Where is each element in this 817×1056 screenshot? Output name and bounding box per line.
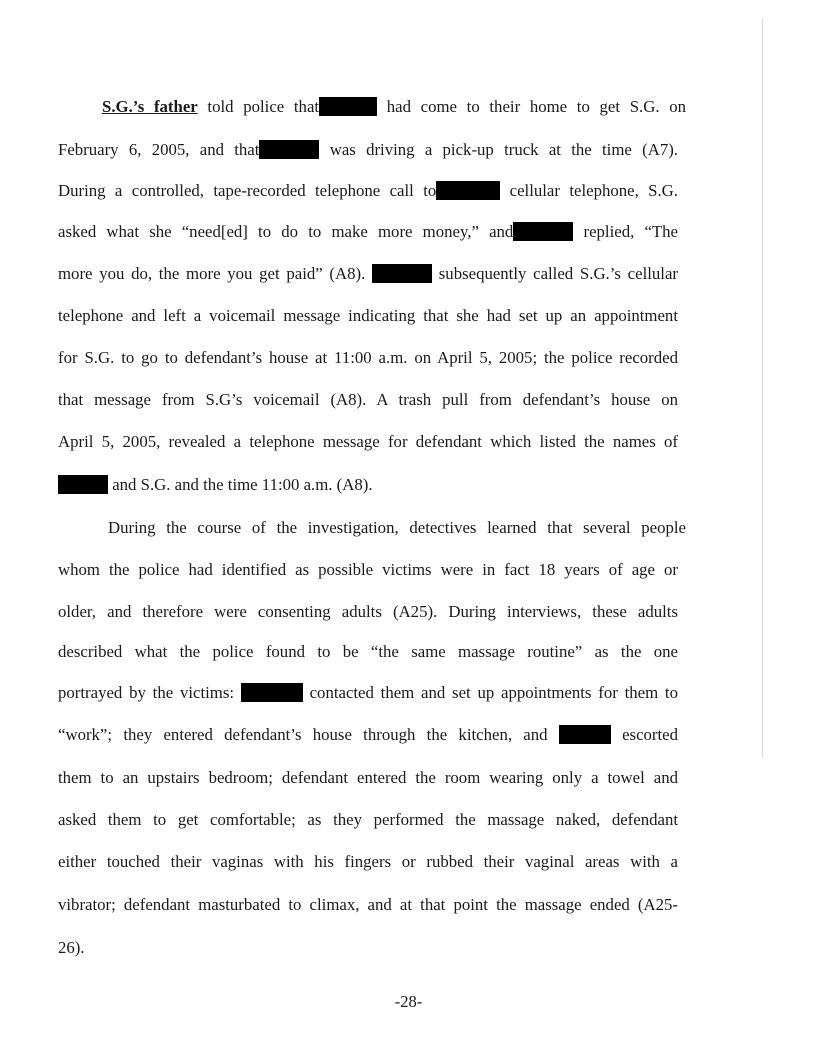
redaction-bar [559,725,611,744]
para2-line6: “work”; they entered defendant’s house through the kitchen, and escorted [58,725,678,744]
para1-line3: During a controlled, tape-recorded telephone call to cellular telephone, S.G. [58,181,678,200]
page-number: -28- [394,992,423,1011]
redaction-bar [372,264,432,283]
para2-line11: 26). [58,938,85,957]
para1-line7: for S.G. to go to defendant’s house at 11:00 a.m. on April 5, 2005; the police recorded [58,348,678,367]
para1-line1: S.G.’s father told police that had come to their home to get S.G. on [102,97,687,116]
redaction-bar [241,683,303,702]
para2-line5: portrayed by the victims: contacted them and set up appointments for them to [58,683,678,702]
scan-edge-line [762,18,763,758]
para1-line5: more you do, the more you get paid” (A8). subsequently called S.G.’s cellular [58,264,678,283]
para2-line4: described what the police found to be “the same massage routine” as the one [58,642,678,661]
para2-line1: During the course of the investigation, detectives learned that several people [108,518,686,537]
redaction-bar [58,475,108,494]
para1-line10: and S.G. and the time 11:00 a.m. (A8). [58,475,373,495]
speaker-heading: S.G.’s father [102,97,198,116]
para2-line2: whom the police had identified as possible victims were in fact 18 years of age or [58,560,678,579]
para1-line9: April 5, 2005, revealed a telephone message for defendant which listed the names of [58,432,678,451]
para1-line8: that message from S.G’s voicemail (A8). A trash pull from defendant’s house on [58,390,678,409]
para2-line3: older, and therefore were consenting adults (A25). During interviews, these adults [58,602,678,621]
para2-line9: either touched their vaginas with his fingers or rubbed their vaginal areas with a [58,852,678,871]
para2-line7: them to an upstairs bedroom; defendant entered the room wearing only a towel and [58,768,678,787]
para1-line6: telephone and left a voicemail message indicating that she had set up an appointment [58,306,678,325]
para1-line2: February 6, 2005, and that was driving a pick-up truck at the time (A7). [58,140,678,159]
redaction-bar [259,140,319,159]
redaction-bar [319,97,377,116]
para1-line4: asked what she “need[ed] to do to make more money,” and replied, “The [58,222,678,241]
para2-line10: vibrator; defendant masturbated to climax, and at that point the massage ended (A25- [58,895,678,914]
redaction-bar [436,181,500,200]
redaction-bar [513,222,573,241]
para2-line8: asked them to get comfortable; as they performed the massage naked, defendant [58,810,678,829]
